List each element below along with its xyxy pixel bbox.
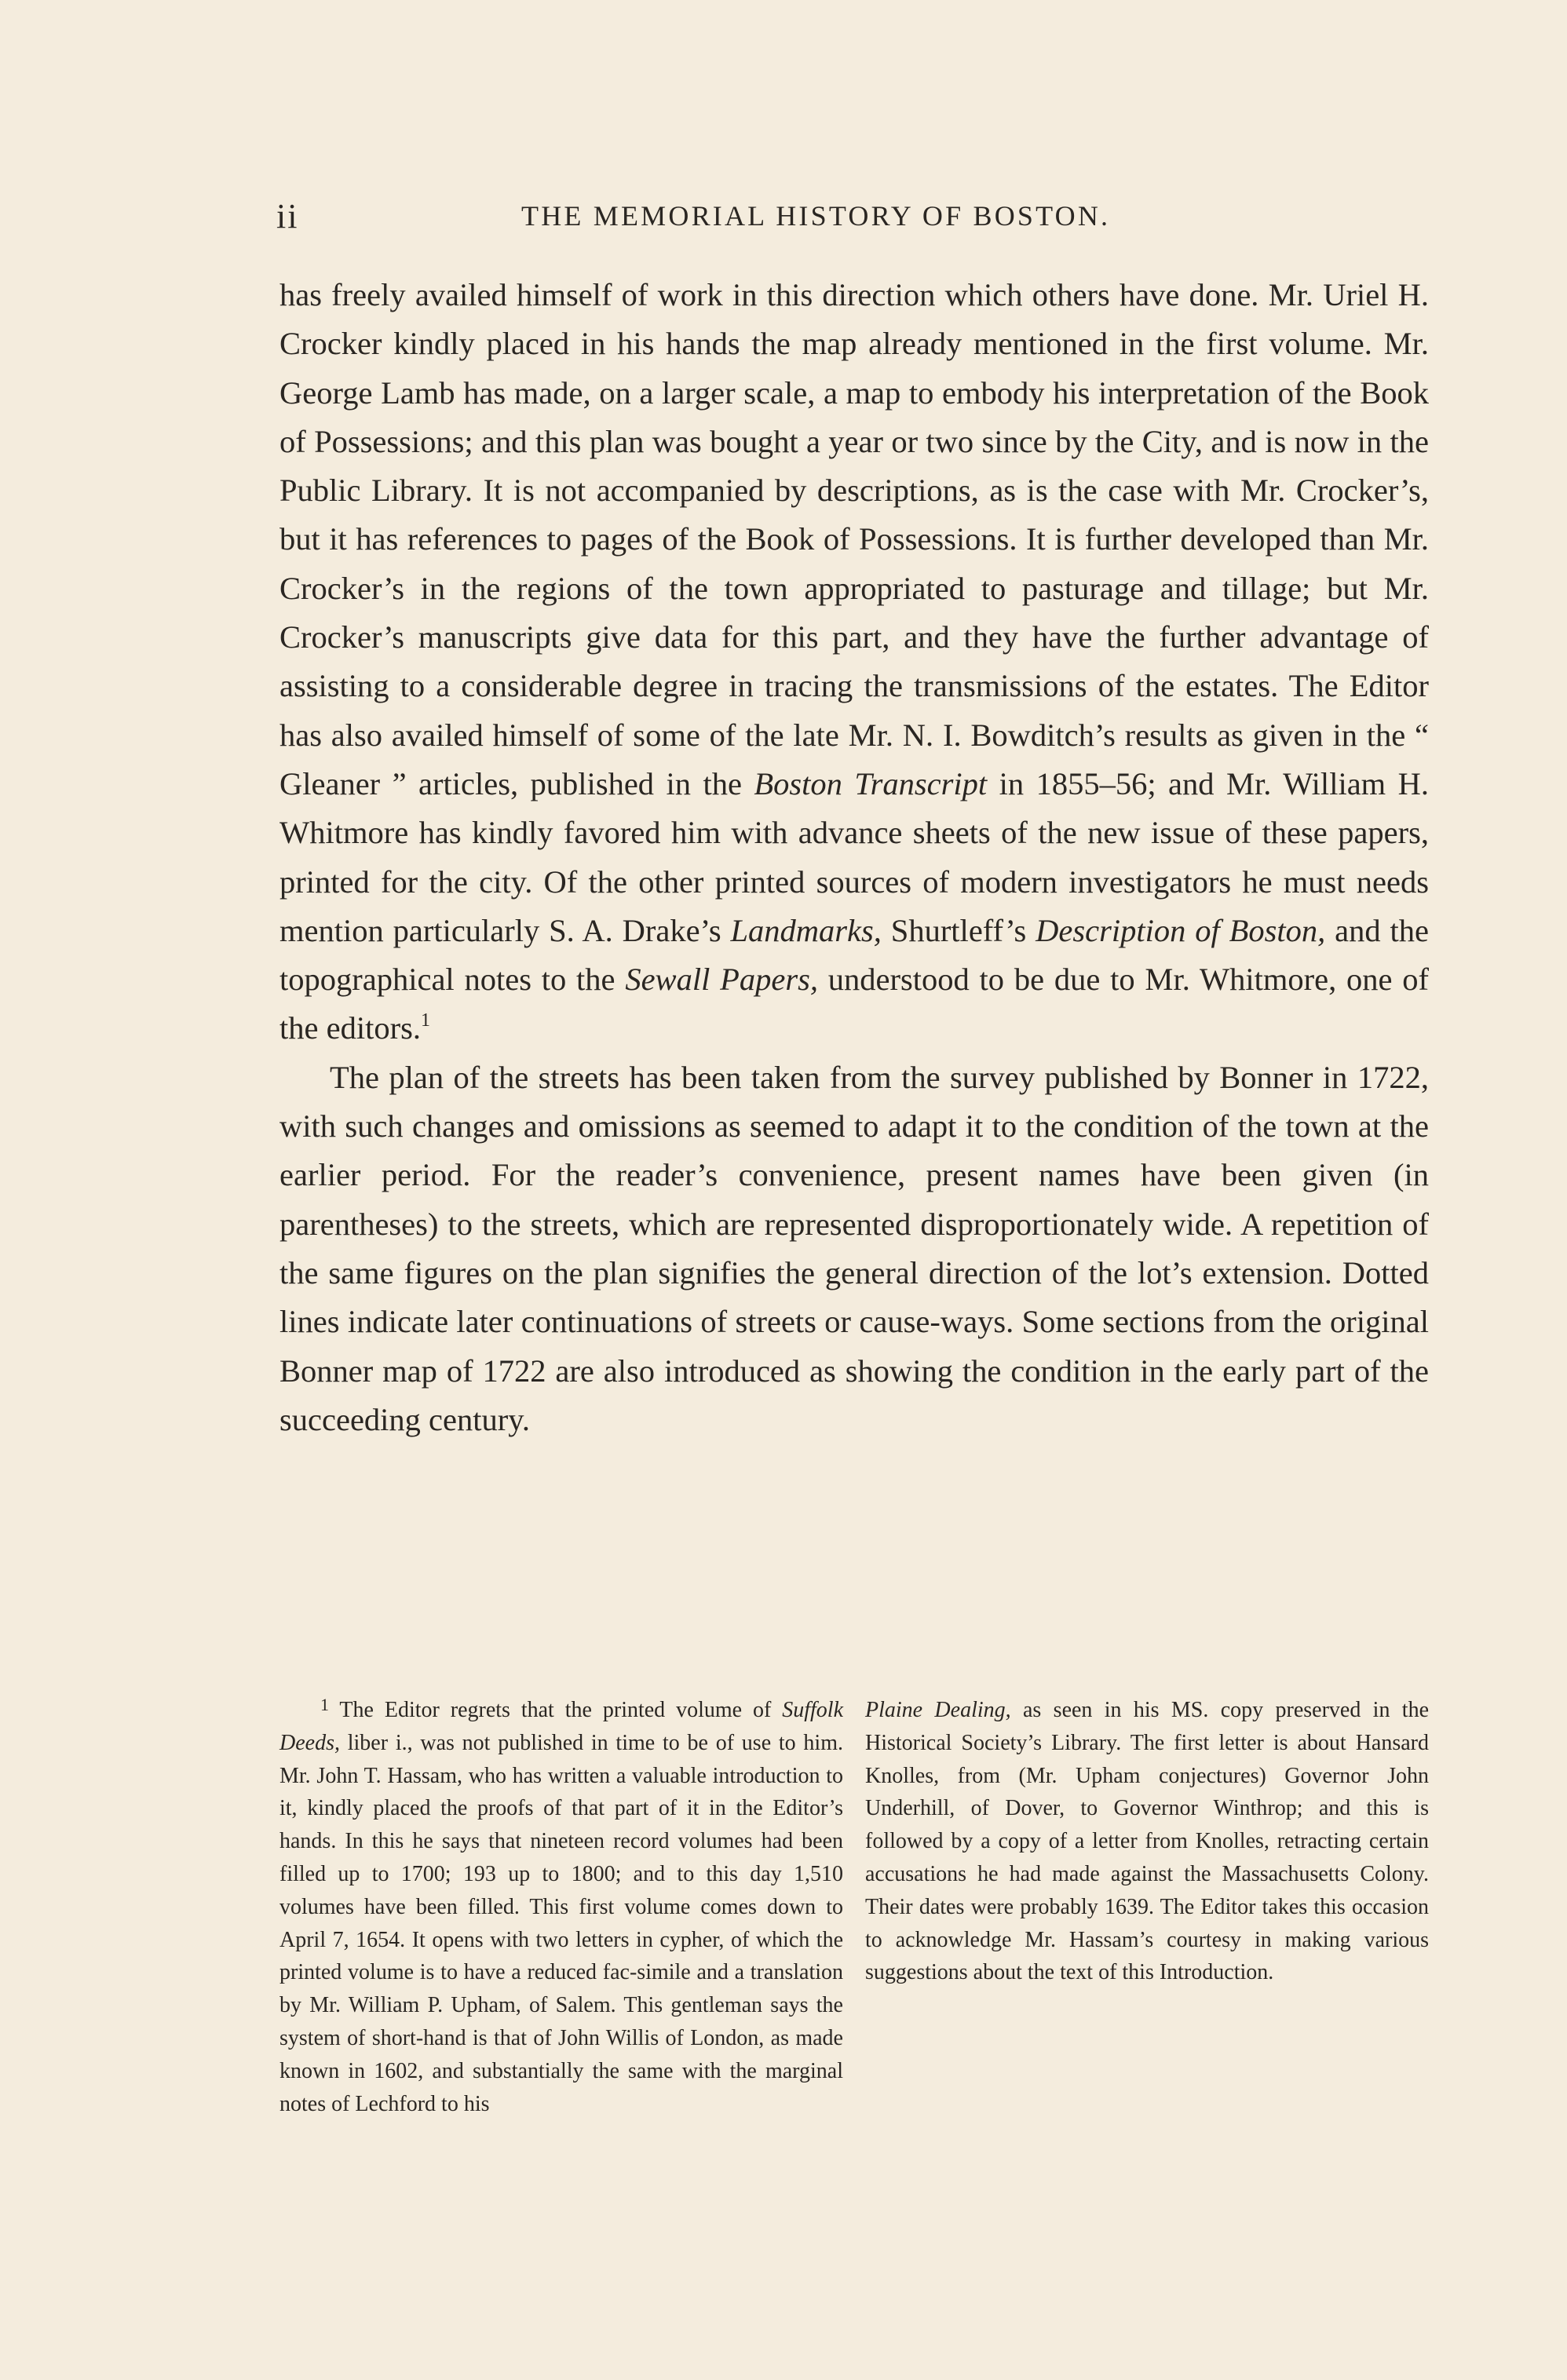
footnote-mark: 1 [320,1695,329,1714]
paragraph-1 [279,271,1429,1053]
paragraph-1-italic-description-of-boston: Description of Boston, [1036,912,1326,948]
footnote-text-3: as seen in his MS. copy preserved in the Historical Society’s Library. The first letter is about Hansard Knolles, from (Mr. Upham conjectures) Governor John Underhill, of Dover, to Governor Winthrop; and this is followed by a copy of a letter from Knolles, retracting certain accusations he had made against the Massachusetts Colony. Their dates were probably 1639. The Editor takes this occasion to acknowledge Mr. Hassam’s courtesy in making various suggestions about the text of this Introduction. [865,1698,1430,1985]
footnote-part-2 [865,1694,1429,1989]
paragraph-1-italic-landmarks: Landmarks, [730,912,882,948]
footnote-column-left [279,1694,843,2120]
paragraph-1-text-3: Shurtleff’s [881,912,1036,948]
footnote-column-right [865,1694,1429,2120]
footnote-text-2: liber i., was not published in time to be of use to him. Mr. John T. Hassam, who has written a valuable introduction to it, kindly placed the proofs of that part of it in the Editor’s hands. In this he says that nineteen record volumes had been filled up to 1700; 193 up to 1800; and to this day 1,510 volumes have been filled. This first volume comes down to April 7, 1654. It opens with two letters in cypher, of which the printed volume is to have a reduced fac-simile and a translation by Mr. William P. Upham, of Salem. This gentleman says the system of short-hand is that of John Willis of London, as made known in 1602, and substantially the same with the marginal notes of Lechford to his [279,1730,843,2116]
footnote-reference: 1 [420,1010,430,1031]
footnote-italic-suffolk-deeds: Suffolk Deeds, [279,1698,843,1755]
paragraph-1-text-1: has freely availed himself of work in this direction which others have done. Mr. Uriel H. Crocker kindly placed in his hands the map already mentioned in the first volume. Mr. George Lamb has made, on a larger scale, a map to embody his interpretation of the Book of Possessions; and this plan was bought a year or two since by the City, and is now in the Public Library. It is not accompanied by descriptions, as is the case with Mr. Crocker’s, but it has references to pages of the Book of Possessions. It is further developed than Mr. Crocker’s in the regions of the town appropriated to pasturage and tillage; but Mr. Crocker’s manuscripts give data for this part, and they have the further advantage of assisting to a considerable degree in tracing the transmissions of the estates. The Editor has also availed himself of some of the late Mr. N. I. Bowditch’s results as given in the “ Gleaner ” articles, published in the [279,277,1429,801]
paragraph-1-text-5: understood to be due to Mr. Whitmore, one of the editors. [279,962,1430,1046]
main-text [279,271,1429,1444]
paragraph-1-text-2: in 1855–56; and Mr. William H. Whitmore has kindly favored him with advance sheets of the new issue of these papers, printed for the city. Of the other printed sources of modern investigators he must needs mention particularly S. A. Drake’s [279,765,1429,948]
footnote-text-1: The Editor regrets that the printed volume of [329,1698,783,1722]
footnote-area [279,1694,1429,2120]
footnote-italic-plaine-dealing: Plaine Dealing, [865,1698,1011,1722]
page-header [276,196,1430,243]
paragraph-1-italic-sewall-papers: Sewall Papers, [625,962,818,998]
running-head: THE MEMORIAL HISTORY OF BOSTON. [521,200,1111,232]
paragraph-2: The plan of the streets has been taken from the survey published by Bonner in 1722, with such changes and omissions as seemed to adapt it to the condition of the town at the earlier period. For the reader’s convenience, present names have been given (in parentheses) to the streets, which are represented disproportionately wide. A repetition of the same figures on the plan signifies the general direction of the lot’s extension. Dotted lines indicate later continuations of streets or cause-ways. Some sections from the original Bonner map of 1722 are also introduced as showing the condition in the early part of the succeeding century. [279,1059,1429,1437]
paragraph-1-italic-boston-transcript: Boston Transcript [754,765,988,801]
page-number: ii [276,197,299,235]
footnote-part-1 [279,1694,843,2120]
paragraph-1-text-4: and the topographical notes to the [279,912,1429,998]
